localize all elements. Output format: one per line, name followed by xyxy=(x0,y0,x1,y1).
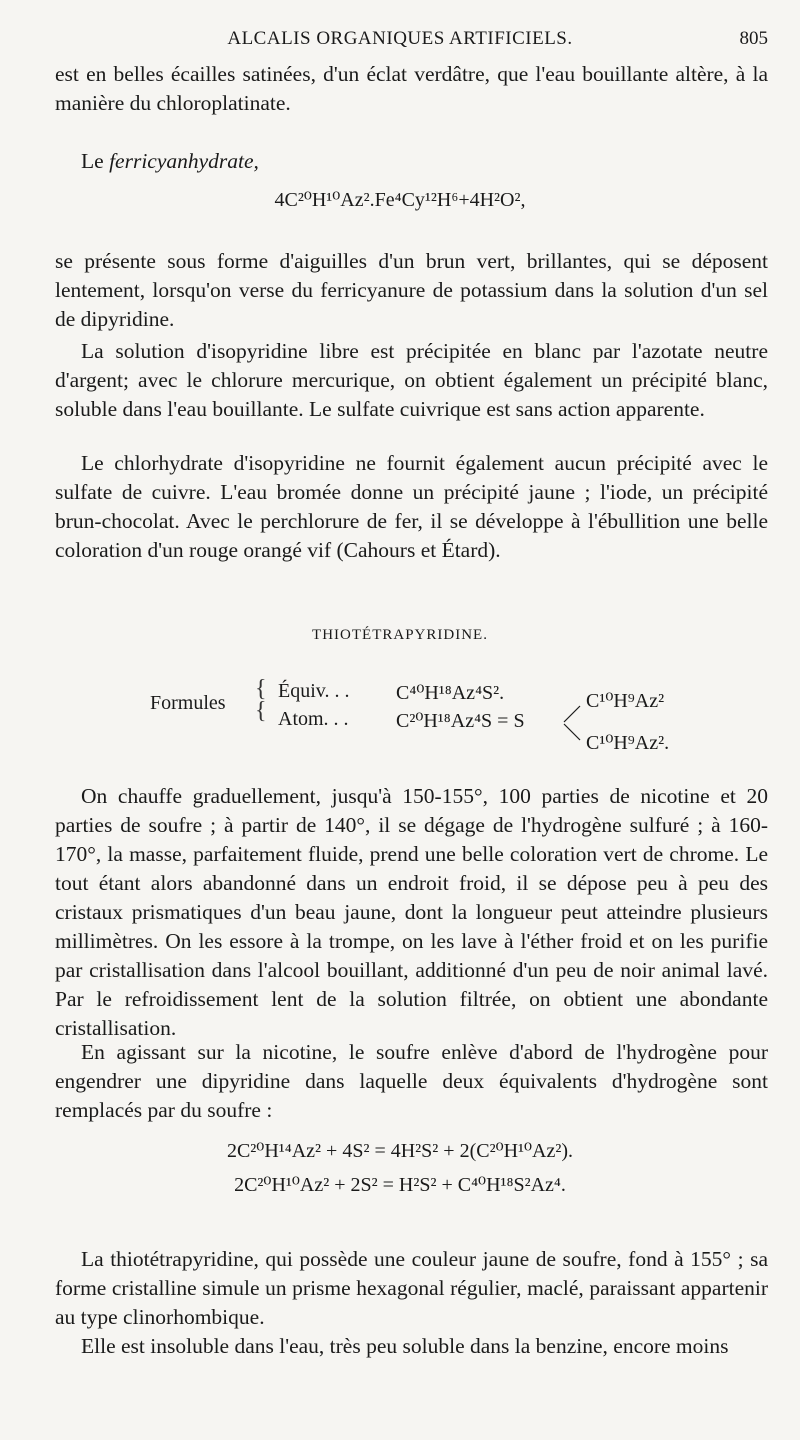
branch-bottom-formula: C¹⁰H⁹Az². xyxy=(586,732,670,754)
paragraph-ferricyanhydrate-intro xyxy=(55,147,768,176)
atom-label: Atom. . . xyxy=(278,708,349,730)
section-title: THIOTÉTRAPYRIDINE. xyxy=(312,627,488,643)
formula-block xyxy=(150,676,710,770)
paragraph-chloroplatinate: est en belles écailles satinées, d'un éclat verdâtre, que l'eau bouillante altère, à la manière du chloroplatinate. xyxy=(55,62,768,115)
paragraph-ferricyanide-description: se présente sous forme d'aiguilles d'un brun vert, brillantes, qui se déposent lentement, lorsqu'on verse du ferricyanure de potassium dans la solution d'un sel de dipyridine. xyxy=(55,249,768,331)
formula-ferricyanhydrate: 4C²⁰H¹⁰Az².Fe⁴Cy¹²H⁶+4H²O², xyxy=(274,189,526,211)
branch-lines xyxy=(562,698,584,748)
paragraph-chlorhydrate-reactions: Le chlorhydrate d'isopyridine ne fournit également aucun précipité avec le sulfate de cuivre. L'eau bromée donne un précipité jaune ; l'iode, un précipité brun-chocolat. Avec le perchlorure de fer, il se développe à l'ébullition une belle coloration d'un rouge orangé vif (Cahours et Étard). xyxy=(55,451,768,562)
left-brace-lower: { xyxy=(255,698,267,724)
paragraph-mechanism: En agissant sur la nicotine, le soufre enlève d'abord de l'hydrogène pour engendrer une dipyridine dans laquelle deux équivalents d'hydrogène sont remplacés par du soufre : xyxy=(55,1040,768,1122)
term-ferricyanhydrate: ferricyanhydrate, xyxy=(109,149,259,173)
branch-top-formula: C¹⁰H⁹Az² xyxy=(586,690,665,712)
formula-reaction-1: 2C²⁰H¹⁴Az² + 4S² = 4H²S² + 2(C²⁰H¹⁰Az²). xyxy=(226,1140,574,1162)
paragraph-properties: La thiotétrapyridine, qui possède une couleur jaune de soufre, fond à 155° ; sa forme cristalline simule un prisme hexagonal régulier, maclé, paraissant appartenir au type clinorhombique. xyxy=(55,1247,768,1329)
formula-label: Formules xyxy=(150,692,226,714)
running-header xyxy=(0,28,800,54)
paragraph-preparation: On chauffe graduellement, jusqu'à 150-155°, 100 parties de nicotine et 20 parties de soufre ; à partir de 140°, il se dégage de l'hydrogène sulfuré ; à 160-170°, la masse, parfaitement fluide, prend une belle coloration vert de chrome. Le tout étant alors abandonné dans un endroit froid, il se dépose peu à peu des cristaux prismatiques d'un beau jaune, dont la longueur peut atteindre plusieurs millimètres. On les essore à la trompe, on les lave à l'éther froid et on les purifie par cristallisation dans l'alcool bouillant, additionné d'un peu de noir animal lavé. Par le refroidissement lent de la solution filtrée, on obtient une abondante cristallisation. xyxy=(55,784,768,1040)
left-brace: { xyxy=(255,676,267,702)
equiv-label: Équiv. . . xyxy=(278,680,350,702)
page-number: 805 xyxy=(739,28,768,49)
header-title: ALCALIS ORGANIQUES ARTIFICIELS. xyxy=(227,28,573,49)
equiv-formula: C⁴⁰H¹⁸Az⁴S². xyxy=(396,682,505,704)
paragraph-isopyridine-reactions: La solution d'isopyridine libre est précipitée en blanc par l'azotate neutre d'argent; avec le chlorure mercurique, on obtient également un précipité blanc, soluble dans l'eau bouillante. Le sulfate cuivrique est sans action apparente. xyxy=(55,339,768,421)
atom-formula: C²⁰H¹⁸Az⁴S = S xyxy=(396,710,525,732)
paragraph-prefix: Le xyxy=(81,149,110,173)
paragraph-solubility: Elle est insoluble dans l'eau, très peu soluble dans la benzine, encore moins xyxy=(81,1334,729,1358)
formula-reaction-2: 2C²⁰H¹⁰Az² + 2S² = H²S² + C⁴⁰H¹⁸S²Az⁴. xyxy=(234,1174,566,1196)
